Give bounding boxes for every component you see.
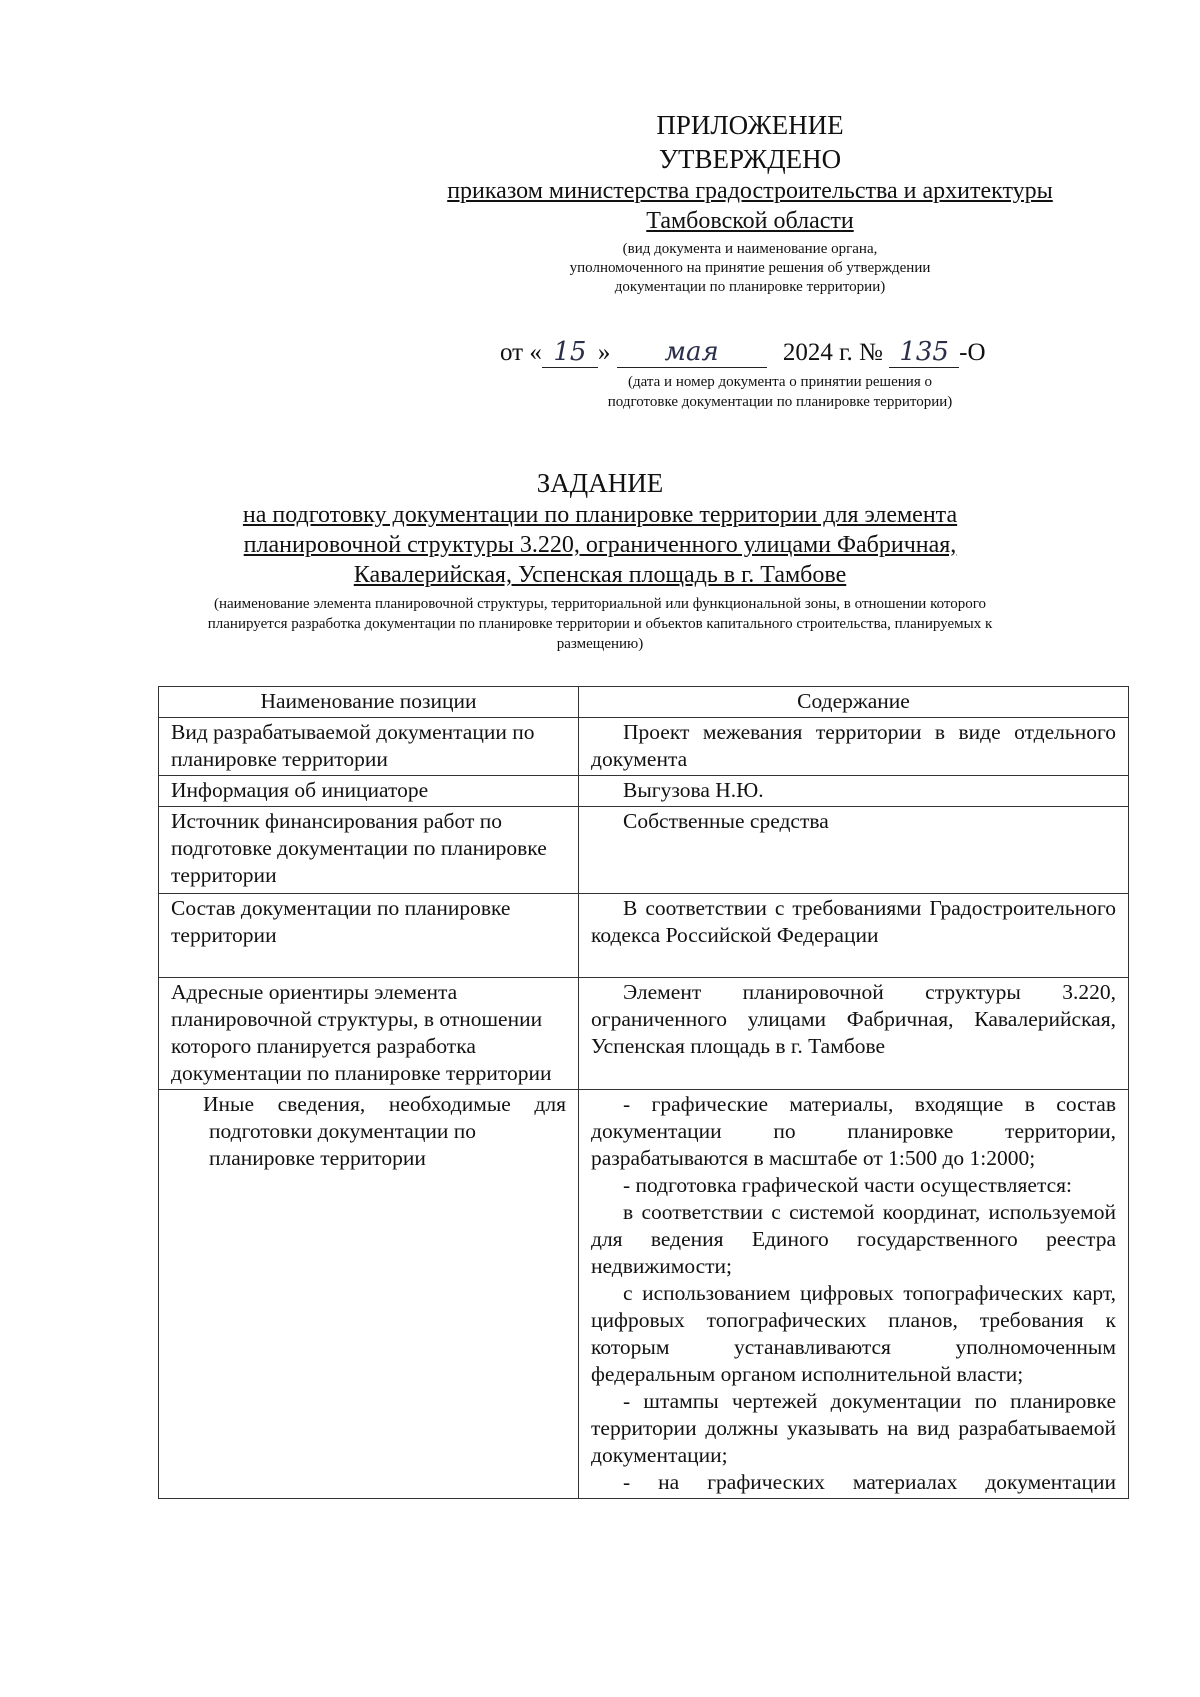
appendix-label: ПРИЛОЖЕНИЕ bbox=[656, 110, 844, 140]
approving-org-line2: Тамбовской области bbox=[646, 208, 854, 234]
order-number-suffix: -О bbox=[959, 339, 986, 366]
handwritten-month: мая bbox=[617, 337, 767, 368]
row-name-line1: Иные сведения, необходимые для bbox=[203, 1092, 566, 1116]
task-heading-block bbox=[130, 466, 1070, 654]
approval-note-line2: уполномоченного на принятие решения об утверждении bbox=[569, 260, 931, 276]
handwritten-order-number: 135 bbox=[889, 337, 959, 368]
row-content-cell: В соответствии с требованиями Градостроительного кодекса Российской Федерации bbox=[579, 894, 1129, 978]
approval-block bbox=[360, 108, 1140, 297]
table-row bbox=[159, 718, 1129, 776]
table-row bbox=[159, 1090, 1129, 1499]
task-title: ЗАДАНИЕ bbox=[536, 468, 664, 498]
date-note bbox=[520, 372, 1040, 412]
task-table bbox=[158, 686, 1129, 1499]
approving-org-line1: приказом министерства градостроительства и архитектуры bbox=[447, 178, 1053, 204]
content-item: - штампы чертежей документации по планировке территории должны указывать на вид разрабатываемой документации; bbox=[591, 1389, 1116, 1467]
task-note bbox=[130, 594, 1070, 654]
approval-note bbox=[360, 240, 1140, 297]
row-name-cell bbox=[159, 1090, 579, 1499]
table-row bbox=[159, 776, 1129, 807]
table-row bbox=[159, 894, 1129, 978]
row-name-cell: Информация об инициаторе bbox=[159, 776, 579, 807]
order-date-line bbox=[500, 337, 986, 368]
task-subject-line2: планировочной структуры 3.220, ограниченного улицами Фабричная, bbox=[243, 532, 957, 558]
content-item: с использованием цифровых топографических карт, цифровых топографических планов, требования к которым устанавливаются уполномоченным федеральным органом исполнительной власти; bbox=[591, 1281, 1116, 1386]
date-close-quote: » bbox=[597, 339, 611, 366]
task-note-line3: размещению) bbox=[556, 636, 644, 652]
row-name-cell: Состав документации по планировке территории bbox=[159, 894, 579, 978]
content-item: в соответствии с системой координат, используемой для ведения Единого государственного реестра недвижимости; bbox=[591, 1200, 1116, 1278]
content-item: - графические материалы, входящие в состав документации по планировке территории, разрабатываются в масштабе от 1:500 до 1:2000; bbox=[591, 1092, 1116, 1170]
row-name-cell: Источник финансирования работ по подготовке документации по планировке территории bbox=[159, 807, 579, 894]
row-name-line2: подготовки документации по планировке территории bbox=[209, 1119, 476, 1170]
date-note-line2: подготовке документации по планировке территории) bbox=[607, 394, 953, 410]
row-content-cell: Проект межевания территории в виде отдельного документа bbox=[579, 718, 1129, 776]
row-content-cell: Выгузова Н.Ю. bbox=[579, 776, 1129, 807]
task-note-line2: планируется разработка документации по планировке территории и объектов капитального строительства, планируемых к bbox=[207, 616, 993, 632]
task-note-line1: (наименование элемента планировочной структуры, территориальной или функциональной зоны, в отношении которого bbox=[213, 596, 987, 612]
approval-note-line3: документации по планировке территории) bbox=[614, 279, 886, 295]
approval-note-line1: (вид документа и наименование органа, bbox=[622, 241, 878, 257]
column-header-position: Наименование позиции bbox=[159, 687, 579, 718]
content-item: - подготовка графической части осуществляется: bbox=[623, 1173, 1073, 1197]
row-content-cell: Элемент планировочной структуры 3.220, ограниченного улицами Фабричная, Кавалерийская, Успенская площадь в г. Тамбове bbox=[579, 978, 1129, 1090]
task-subject-line3: Кавалерийская, Успенская площадь в г. Тамбове bbox=[353, 562, 847, 588]
row-name-cell: Адресные ориентиры элемента планировочной структуры, в отношении которого планируется разработка документации по планировке территории bbox=[159, 978, 579, 1090]
content-item: - на графических материалах документации bbox=[623, 1470, 1116, 1494]
date-year-text: 2024 г. № bbox=[782, 339, 883, 366]
row-name-cell: Вид разрабатываемой документации по планировке территории bbox=[159, 718, 579, 776]
handwritten-day: 15 bbox=[542, 337, 598, 368]
date-note-line1: (дата и номер документа о принятии решения о bbox=[628, 374, 932, 390]
column-header-content: Содержание bbox=[579, 687, 1129, 718]
table-row bbox=[159, 807, 1129, 894]
approved-label: УТВЕРЖДЕНО bbox=[658, 144, 842, 174]
task-subject-line1: на подготовку документации по планировке территории для элемента bbox=[242, 502, 958, 528]
table-row bbox=[159, 978, 1129, 1090]
row-content-cell bbox=[579, 1090, 1129, 1499]
table-header-row bbox=[159, 687, 1129, 718]
date-prefix: от « bbox=[500, 339, 542, 366]
row-content-cell: Собственные средства bbox=[579, 807, 1129, 894]
